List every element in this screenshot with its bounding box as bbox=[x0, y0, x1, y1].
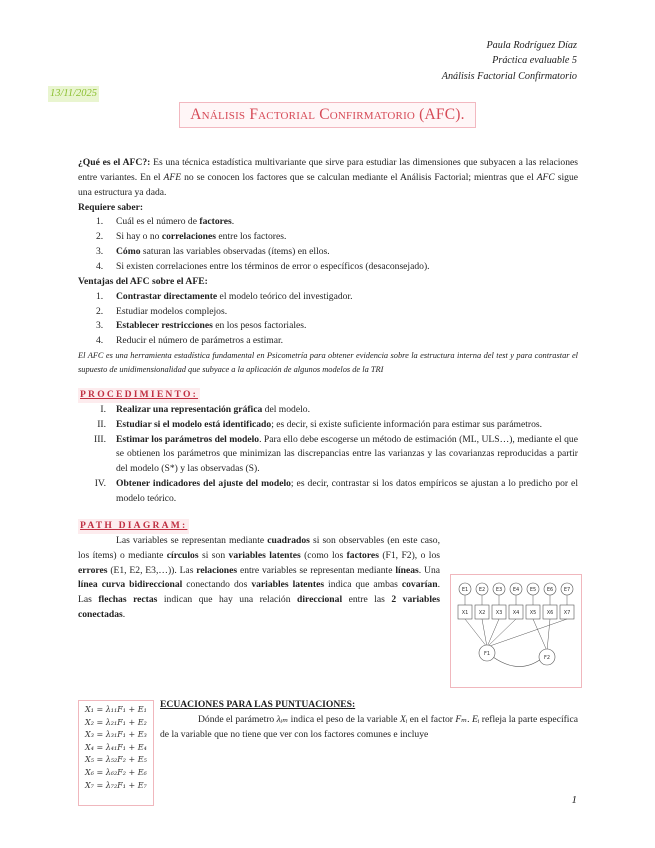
document-date: 13/11/2025 bbox=[48, 86, 99, 102]
list-item: 1. Cuál es el número de factores. bbox=[96, 216, 235, 228]
subject-title: Análisis Factorial Confirmatorio bbox=[441, 70, 577, 82]
page-title: Análisis Factorial Confirmatorio (AFC). bbox=[179, 102, 475, 128]
error-label: E4 bbox=[512, 587, 520, 593]
requires-heading: Requiere saber: bbox=[78, 201, 144, 213]
page-number: 1 bbox=[571, 794, 577, 806]
path-diagram-figure bbox=[450, 574, 582, 688]
error-label: E5 bbox=[529, 587, 537, 593]
main-content bbox=[78, 156, 578, 623]
item-label: X4 bbox=[512, 610, 520, 616]
equation-line: X₅ = λ₅₂F₂ + E₅ bbox=[85, 755, 147, 765]
equation-line: X₂ = λ₂₁F₁ + E₂ bbox=[85, 717, 147, 727]
list-item: I. Realizar una representación gráfica del modelo. bbox=[100, 403, 310, 415]
list-item: II. Estudiar si el modelo está identificado; es decir, si existe suficiente información para estimar sus parámetros. bbox=[97, 418, 543, 430]
afc-note: El AFC es una herramienta estadística fundamental en Psicometría para obtener evidencia sobre la estructura interna del test y para contrastar el supuesto de unidimensionalidad que subyace a la aplicación de algunos modelos de la TRI bbox=[78, 351, 578, 374]
list-item: IV. Obtener indicadores del ajuste del modelo; es decir, contrastar si los datos empíricos se ajustan a lo predicho por el modelo teórico. bbox=[94, 478, 578, 505]
list-item: 1. Contrastar directamente el modelo teórico del investigador. bbox=[96, 290, 353, 302]
equation-line: X₄ = λ₄₁F₁ + E₄ bbox=[85, 742, 147, 752]
error-label: E6 bbox=[546, 587, 554, 593]
advantages-list bbox=[78, 290, 578, 349]
error-label: E3 bbox=[495, 587, 503, 593]
intro-paragraph: ¿Qué es el AFC?: Es una técnica estadística multivariante que sirve para estudiar las dimensiones que subyacen a las relaciones entre variantes. En el AFE no se conocen los factores que se calculan mediante el Análisis Factorial; mientras que el AFC sigue una estructura ya dada. bbox=[78, 157, 579, 198]
list-item: 3. Establecer restricciones en los pesos factoriales. bbox=[96, 320, 307, 332]
list-item: 2. Si hay o no correlaciones entre los factores. bbox=[96, 231, 287, 243]
item-label: X2 bbox=[478, 610, 486, 616]
item-label: X5 bbox=[529, 610, 537, 616]
procedure-list bbox=[78, 403, 578, 507]
procedure-heading: PROCEDIMIENTO: bbox=[78, 388, 200, 403]
path-paragraph: Las variables se representan mediante cuadrados si son observables (en este caso, los ítems) o mediante círculos si son variables latentes (como los factores (F1, F2), o los errores (E1, E2, E3,…)). Las relaciones entre variables se representan mediante líneas. Una línea curva bidireccional conectando dos variables latentes indica que ambas covarían. Las flechas rectas indican que hay una relación direccional entre las 2 variables conectadas. bbox=[78, 534, 441, 621]
error-circles bbox=[459, 583, 573, 595]
error-label: E7 bbox=[563, 587, 571, 593]
equation-line: X₁ = λ₁₁F₁ + E₁ bbox=[85, 705, 147, 714]
page-header bbox=[442, 38, 577, 84]
equations-heading: ECUACIONES PARA LAS PUNTUACIONES: bbox=[160, 699, 356, 710]
error-label: E2 bbox=[478, 587, 486, 593]
title-block bbox=[0, 102, 655, 128]
covariance-curve bbox=[493, 657, 541, 667]
equation-line: X₆ = λ₆₂F₂ + E₆ bbox=[85, 767, 147, 777]
item-squares bbox=[458, 605, 574, 619]
item-label: X6 bbox=[546, 610, 554, 616]
factor-circles bbox=[479, 645, 555, 665]
list-item: 2. Estudiar modelos complejos. bbox=[96, 305, 228, 317]
practice-title: Práctica evaluable 5 bbox=[492, 55, 577, 67]
requires-list bbox=[78, 215, 578, 274]
factor-label: F1 bbox=[483, 651, 491, 657]
list-item: 4. Reducir el número de parámetros a estimar. bbox=[96, 335, 284, 347]
list-item: III. Estimar los parámetros del modelo. Para ello debe escogerse un método de estimación (ML, ULS…), mediante el que se obtienen los parámetros que minimizan las discrepancias entre las varianzas y las covarianzas reproducidas a partir del modelo (S*) y las observadas (S). bbox=[94, 433, 578, 475]
equations-box bbox=[78, 700, 154, 806]
list-item: 4. Si existen correlaciones entre los términos de error o específicos (desaconsejado). bbox=[96, 261, 430, 273]
factor-label: F2 bbox=[543, 655, 551, 661]
equation-line: X₃ = λ₃₁F₁ + E₃ bbox=[85, 730, 147, 740]
author-name: Paula Rodríguez Díaz bbox=[486, 40, 577, 51]
error-label: E1 bbox=[461, 587, 469, 593]
intro-question: ¿Qué es el AFC?: bbox=[78, 157, 151, 168]
item-label: X3 bbox=[495, 610, 503, 616]
item-label: X7 bbox=[563, 610, 571, 616]
path-diagram-svg bbox=[451, 575, 581, 687]
path-diagram-heading: PATH DIAGRAM: bbox=[78, 519, 189, 534]
equations-paragraph: Dónde el parámetro λᵢₘ indica el peso de la variable Xᵢ en el factor Fₘ. Eᵢ refleja la parte específica de la variable que no tiene que ver con los factores comunes e incluye bbox=[160, 713, 578, 740]
equations-section bbox=[160, 698, 578, 743]
item-label: X1 bbox=[461, 610, 469, 616]
equation-line: X₇ = λ₇₂F₁ + E₇ bbox=[85, 780, 147, 790]
list-item: 3. Cómo saturan las variables observadas (ítems) en ellos. bbox=[96, 246, 330, 258]
advantages-heading: Ventajas del AFC sobre el AFE: bbox=[78, 275, 208, 287]
